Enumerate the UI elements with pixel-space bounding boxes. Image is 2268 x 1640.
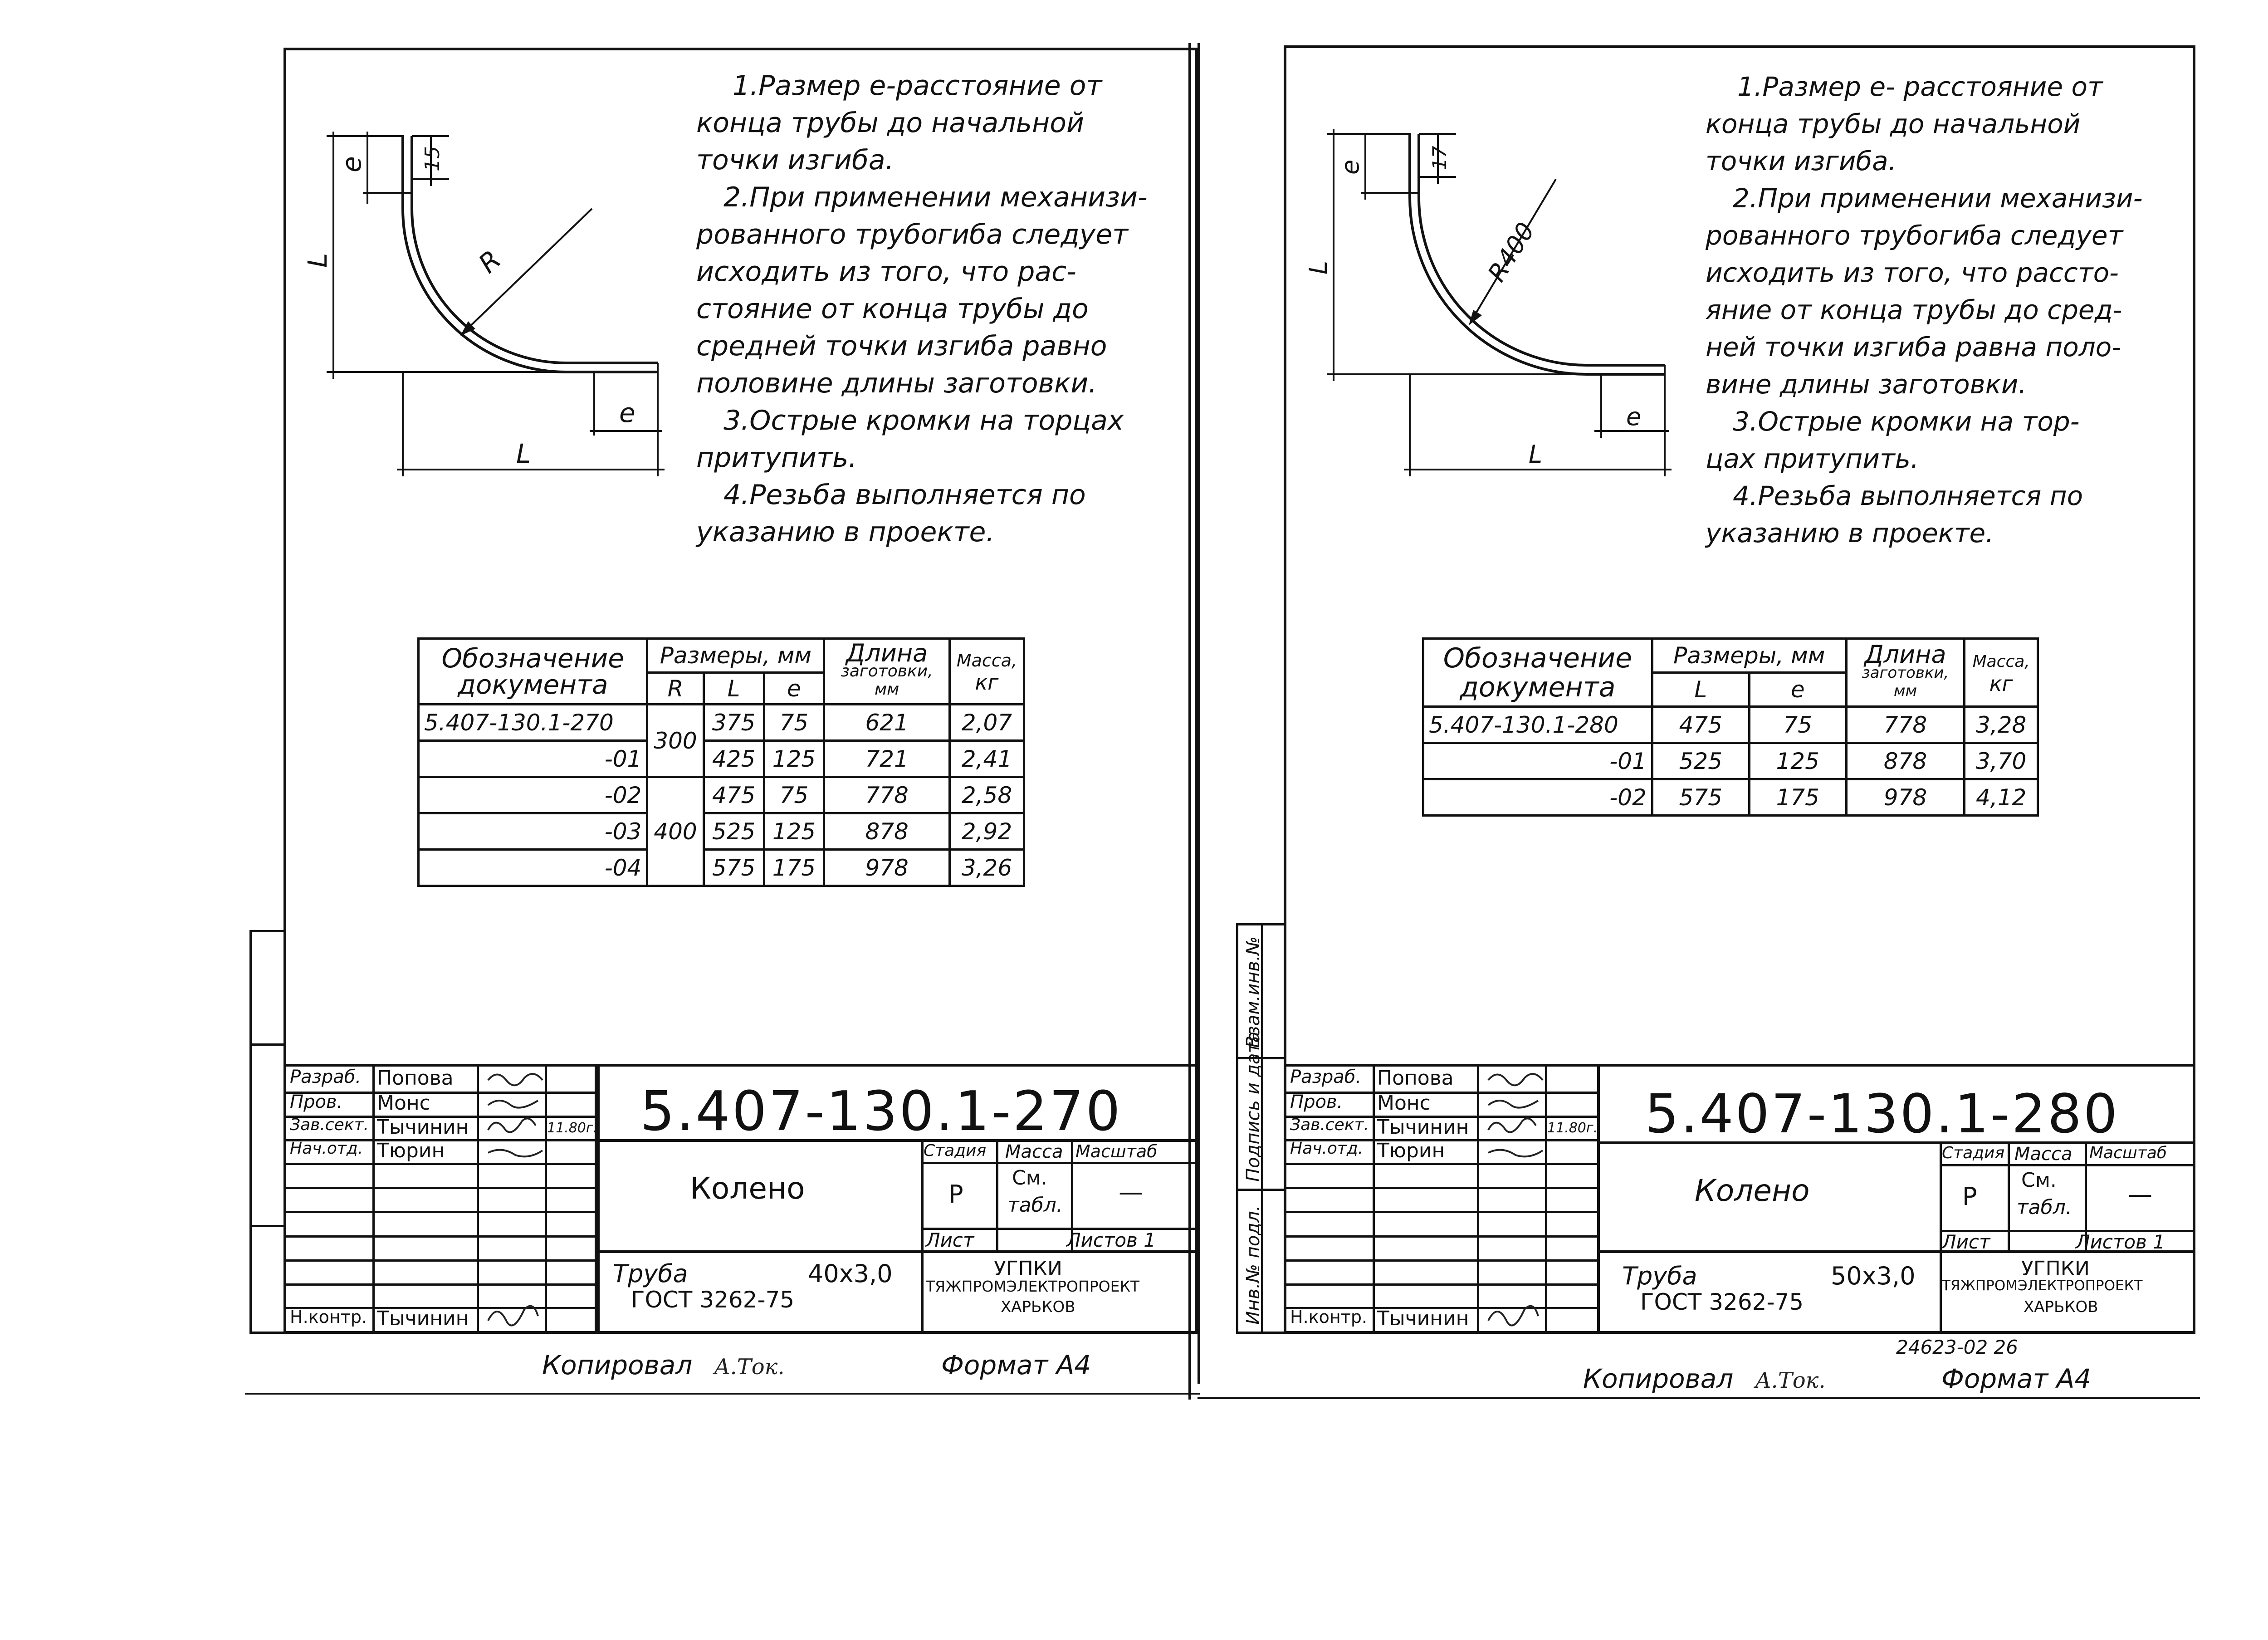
cell-len: 778 <box>1846 707 1965 743</box>
right-note-line: рованного трубогиба следует <box>1706 220 2123 251</box>
tb-sheet: Лист <box>1942 1231 1990 1253</box>
cell-doc: 5.407-130.1-270 <box>419 705 647 741</box>
tb-col-line <box>921 1139 924 1332</box>
cell-mass: 4,12 <box>1965 779 2038 816</box>
tb-designation: 5.407-130.1-270 <box>640 1080 1122 1143</box>
cell-R: 300 <box>647 705 704 777</box>
tb-sheet: Лист <box>926 1229 974 1251</box>
tb-scale: — <box>1119 1178 1143 1206</box>
tb-role: Разраб. <box>290 1067 362 1087</box>
tb-mass-value: См. <box>2021 1169 2057 1192</box>
left-note-line: 2.При применении механизи- <box>723 181 1148 213</box>
tb-material-standard: ГОСТ 3262-75 <box>1640 1289 1804 1315</box>
left-th-doc: Обозначение документа <box>419 639 647 705</box>
table-row <box>419 777 1024 813</box>
table-row <box>1423 707 2038 743</box>
cell-doc: -03 <box>419 813 647 850</box>
right-note-line: 3.Острые кромки на тор- <box>1733 406 2080 437</box>
right-dim-e-top: e <box>1336 159 1364 175</box>
right-note-line: 4.Резьба выполняется по <box>1733 480 2083 511</box>
table-row <box>419 741 1024 777</box>
left-th-sizes: Размеры, мм <box>647 639 824 673</box>
tb-mass-value: См. <box>1012 1166 1047 1190</box>
left-note-line: средней точки изгиба равно <box>696 330 1107 362</box>
cell-e: 125 <box>1749 743 1846 779</box>
cell-mass: 2,58 <box>949 777 1024 813</box>
left-dim-R: R <box>472 244 507 279</box>
tb-person-name: Тюрин <box>1377 1139 1445 1162</box>
left-note-line: половине длины заготовки. <box>696 367 1097 399</box>
tb-role: Пров. <box>1290 1092 1343 1112</box>
table-row <box>1423 743 2038 779</box>
tb-scale: — <box>2128 1180 2152 1209</box>
tb-col-line <box>597 1067 600 1332</box>
tb-person-name: Монс <box>377 1092 430 1115</box>
right-dim-e-right: e <box>1626 402 1642 431</box>
table-row <box>419 850 1024 886</box>
left-note-line: рованного трубогиба следует <box>696 219 1129 250</box>
cell-mass: 3,26 <box>949 850 1024 886</box>
left-spec-table <box>417 637 1025 887</box>
right-footer-format: Формат А4 <box>1941 1363 2092 1394</box>
left-title-block <box>284 1064 1198 1334</box>
tb-role: Зав.сект. <box>1290 1116 1369 1134</box>
right-note-line: точки изгиба. <box>1706 146 1897 176</box>
tb-item-name: Колено <box>690 1171 805 1206</box>
cell-e: 75 <box>764 777 824 813</box>
cell-len: 721 <box>824 741 950 777</box>
left-dim-e-right: e <box>619 397 635 428</box>
left-note-line: стояние от конца трубы до <box>696 293 1089 325</box>
right-notes <box>1706 68 2143 552</box>
cell-doc: 5.407-130.1-280 <box>1423 707 1652 743</box>
right-spec-table <box>1422 637 2039 817</box>
tb-org: УГПКИ <box>994 1257 1062 1280</box>
cell-len: 878 <box>1846 743 1965 779</box>
right-th-length: Длина заготовки, мм <box>1846 639 1965 707</box>
footer-copied-label: Копировал <box>542 1350 693 1381</box>
left-th-R: R <box>647 673 704 705</box>
tb-sheets: Листов 1 <box>1066 1229 1156 1251</box>
tb-org: ТЯЖПРОМЭЛЕКТРОПРОЕКТ <box>926 1278 1140 1295</box>
tb-col-line <box>372 1067 375 1332</box>
tb-mass-header: Масса <box>2014 1144 2072 1165</box>
tb-date: 11.80г. <box>1547 1120 1598 1136</box>
left-note-line: указанию в проекте. <box>696 516 995 548</box>
cell-L: 475 <box>1652 707 1749 743</box>
cell-L: 575 <box>1652 779 1749 816</box>
cell-len: 621 <box>824 705 950 741</box>
cell-doc: -04 <box>419 850 647 886</box>
tb-scale-header: Масштаб <box>2089 1144 2167 1162</box>
table-row <box>419 813 1024 850</box>
tb-person-name: Тычинин <box>1377 1116 1469 1139</box>
left-note-line: 1.Размер e-расстояние от <box>733 70 1102 102</box>
left-th-L: L <box>704 673 764 705</box>
left-th-length: Длина заготовки, мм <box>824 639 950 705</box>
copyist-signature: A.Ток. <box>714 1354 785 1380</box>
cell-doc: -02 <box>1423 779 1652 816</box>
right-title-block <box>1284 1064 2195 1334</box>
right-th-e: e <box>1749 673 1846 707</box>
signature-scribbles <box>1479 1067 1597 1332</box>
cell-len: 878 <box>824 813 950 850</box>
cell-e: 125 <box>764 741 824 777</box>
left-note-line: точки изгиба. <box>696 144 894 176</box>
tb-date: 11.80г. <box>547 1120 598 1136</box>
right-note-line: конца трубы до начальной <box>1706 108 2081 139</box>
left-dim-15: 15 <box>421 146 444 171</box>
cell-len: 978 <box>824 850 950 886</box>
left-notes <box>696 67 1148 551</box>
cell-L: 475 <box>704 777 764 813</box>
cell-mass: 3,70 <box>1965 743 2038 779</box>
left-dim-e-top: e <box>336 156 367 172</box>
cell-L: 525 <box>1652 743 1749 779</box>
tb-stage-header: Стадия <box>1942 1144 2005 1162</box>
left-note-line: исходить из того, что рас- <box>696 256 1076 288</box>
tb-designation: 5.407-130.1-280 <box>1645 1082 2120 1145</box>
tb-org: ХАРЬКОВ <box>2024 1298 2098 1316</box>
tb-stage-header: Стадия <box>924 1141 987 1160</box>
strip-signature-date: Подпись и дата <box>1243 1031 1264 1182</box>
left-note-line: 4.Резьба выполняется по <box>723 479 1086 511</box>
tb-role: Н.контр. <box>290 1307 367 1327</box>
right-dim-L-vertical: L <box>1304 260 1333 274</box>
tb-role: Пров. <box>290 1092 343 1112</box>
tb-material: Труба <box>1622 1262 1697 1290</box>
right-dim-L-horizontal: L <box>1529 440 1543 469</box>
tb-org: УГПКИ <box>2021 1257 2090 1280</box>
table-row <box>419 705 1024 741</box>
table-row <box>1423 779 2038 816</box>
cell-L: 525 <box>704 813 764 850</box>
cell-mass: 3,28 <box>1965 707 2038 743</box>
right-note-line: яние от конца трубы до сред- <box>1706 294 2122 325</box>
cell-e: 175 <box>1749 779 1846 816</box>
cell-e: 125 <box>764 813 824 850</box>
tb-person-name: Тычинин <box>377 1307 469 1330</box>
right-th-doc: Обозначение документа <box>1423 639 1652 707</box>
cell-doc: -02 <box>419 777 647 813</box>
right-note-line: цах притупить. <box>1706 443 1919 474</box>
tb-role: Нач.отд. <box>1290 1139 1364 1158</box>
tb-person-name: Монс <box>1377 1092 1431 1115</box>
left-bottom-line <box>245 1393 1200 1395</box>
tb-role: Нач.отд. <box>290 1139 363 1158</box>
left-footer-format: Формат А4 <box>941 1350 1091 1381</box>
tb-role: Зав.сект. <box>290 1116 369 1134</box>
tb-org: ХАРЬКОВ <box>1001 1298 1075 1316</box>
footer-copied-label: Копировал <box>1583 1363 1734 1394</box>
left-pipe-bend-drawing <box>295 118 680 499</box>
cell-L: 575 <box>704 850 764 886</box>
tb-material: Труба <box>613 1259 688 1288</box>
cell-e: 75 <box>1749 707 1846 743</box>
cell-mass: 2,07 <box>949 705 1024 741</box>
left-strip-divider-2 <box>249 1225 286 1227</box>
left-footer-copied <box>542 1350 785 1381</box>
tb-org: ТЯЖПРОМЭЛЕКТРОПРОЕКТ <box>1942 1278 2143 1294</box>
tb-stage: Р <box>1962 1182 1977 1211</box>
right-dim-17: 17 <box>1428 146 1451 170</box>
tb-person-name: Тюрин <box>377 1139 445 1162</box>
tb-person-name: Попова <box>377 1067 454 1090</box>
right-note-line: исходить из того, что рассто- <box>1706 257 2119 288</box>
left-strip-divider <box>249 1043 286 1046</box>
cell-doc: -01 <box>1423 743 1652 779</box>
strip-replace-inv: Взам.инв.№ <box>1243 936 1264 1048</box>
signature-scribbles <box>479 1067 597 1332</box>
tb-stage: Р <box>948 1180 963 1209</box>
cell-L: 425 <box>704 741 764 777</box>
left-note-line: притупить. <box>696 442 857 474</box>
left-note-line: конца трубы до начальной <box>696 107 1084 139</box>
tb-col-line <box>1373 1067 1375 1332</box>
tb-material-size: 40х3,0 <box>808 1259 893 1288</box>
left-dim-L-vertical: L <box>302 253 333 268</box>
left-margin-strip <box>249 930 286 1334</box>
left-th-mass: Масса, кг <box>949 639 1024 705</box>
tb-item-name: Колено <box>1695 1173 1810 1208</box>
right-note-line: 1.Размер e- расстояние от <box>1737 71 2103 102</box>
tb-role: Разраб. <box>1290 1067 1362 1087</box>
tb-mass-value-2: табл. <box>2017 1196 2072 1219</box>
tb-material-standard: ГОСТ 3262-75 <box>631 1287 795 1313</box>
cell-e: 175 <box>764 850 824 886</box>
tb-person-name: Тычинин <box>1377 1307 1469 1330</box>
right-footer-copied <box>1583 1363 1826 1394</box>
right-note-line: указанию в проекте. <box>1706 518 1994 548</box>
archive-number: 24623-02 26 <box>1896 1336 2019 1358</box>
right-note-line: вине длины заготовки. <box>1706 369 2027 400</box>
left-th-e: e <box>764 673 824 705</box>
right-th-mass: Масса, кг <box>1965 639 2038 707</box>
tb-scale-header: Масштаб <box>1075 1141 1158 1161</box>
left-page-edge <box>1198 43 1200 1384</box>
tb-sheets: Листов 1 <box>2076 1231 2165 1253</box>
cell-mass: 2,92 <box>949 813 1024 850</box>
right-th-L: L <box>1652 673 1749 707</box>
cell-len: 778 <box>824 777 950 813</box>
tb-person-name: Тычинин <box>377 1116 469 1139</box>
right-dim-R400: R400 <box>1482 217 1540 287</box>
cell-doc: -01 <box>419 741 647 777</box>
strip-inv-no: Инв.№ подл. <box>1243 1205 1264 1325</box>
tb-role: Н.контр. <box>1290 1307 1368 1327</box>
right-strip-divider <box>1236 1189 1286 1191</box>
tb-mass-header: Масса <box>1005 1141 1063 1162</box>
right-pipe-bend-drawing <box>1302 120 1687 492</box>
copyist-signature: A.Ток. <box>1755 1368 1826 1393</box>
center-divider <box>1188 43 1191 1400</box>
tb-col-line <box>1597 1067 1600 1332</box>
cell-mass: 2,41 <box>949 741 1024 777</box>
tb-mass-value-2: табл. <box>1007 1194 1063 1217</box>
cell-R: 400 <box>647 777 704 886</box>
tb-col-line <box>2008 1141 2010 1250</box>
tb-person-name: Попова <box>1377 1067 1454 1090</box>
cell-e: 75 <box>764 705 824 741</box>
right-bottom-line <box>1198 1397 2200 1399</box>
tb-material-size: 50х3,0 <box>1831 1262 1916 1290</box>
cell-L: 375 <box>704 705 764 741</box>
right-th-sizes: Размеры, мм <box>1652 639 1846 673</box>
right-note-line: ней точки изгиба равна поло- <box>1706 332 2121 362</box>
tb-col-line <box>996 1139 998 1250</box>
left-note-line: 3.Острые кромки на торцах <box>723 405 1124 436</box>
left-dim-L-horizontal: L <box>516 438 531 469</box>
cell-len: 978 <box>1846 779 1965 816</box>
right-note-line: 2.При применении механизи- <box>1733 183 2143 214</box>
